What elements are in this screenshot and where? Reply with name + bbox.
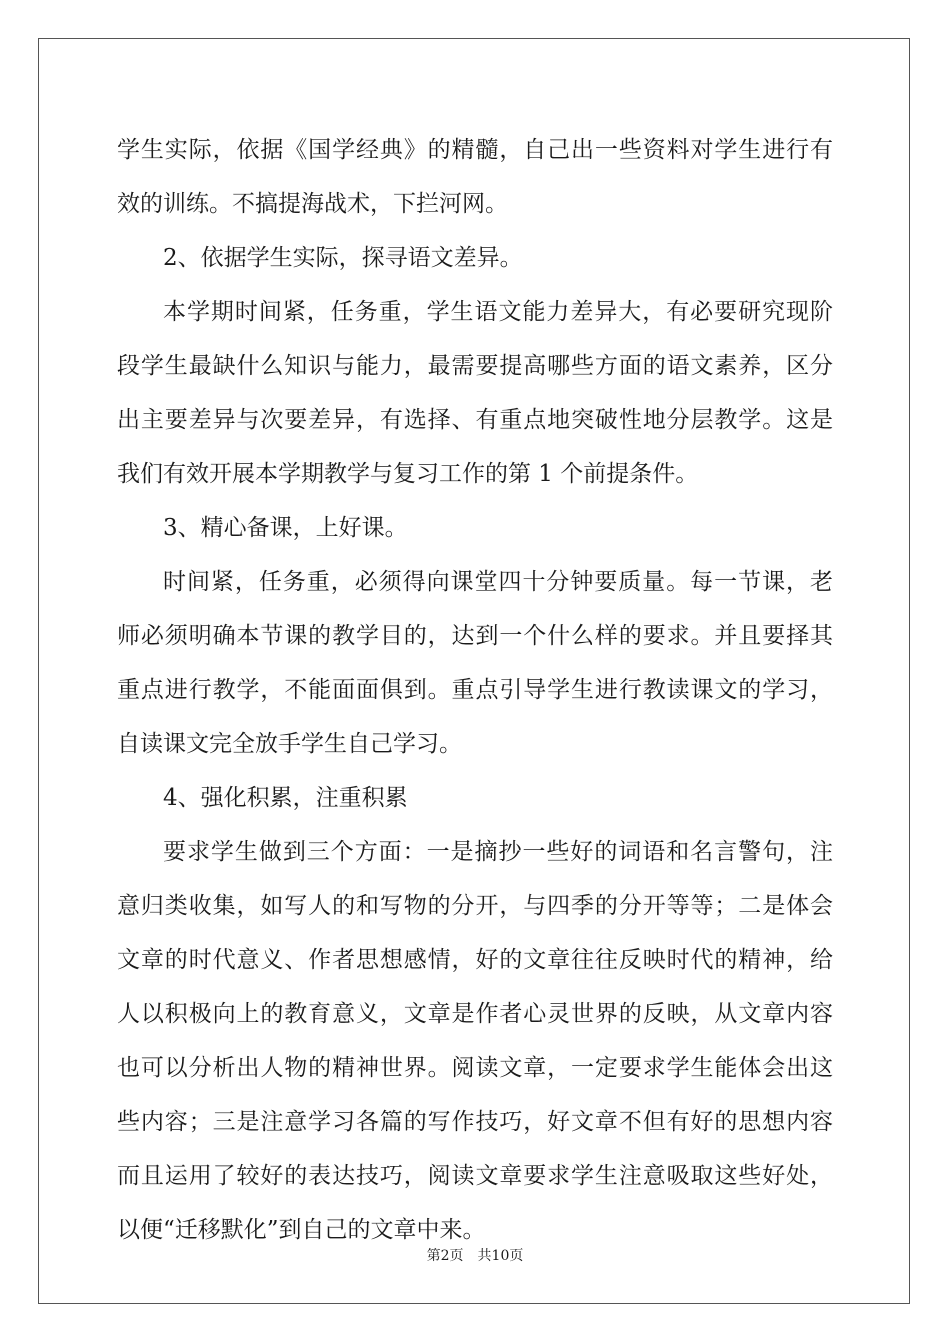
- text-line: 学生实际，依据《国学经典》的精髓，自己出一些资料对学生进行有: [117, 137, 833, 163]
- page-number: 第2页: [426, 1248, 464, 1264]
- text-line: 我们有效开展本学期教学与复习工作的第 1 个前提条件。: [117, 461, 699, 487]
- text-line: 要求学生做到三个方面：一是摘抄一些好的词语和名言警句，注: [163, 839, 833, 865]
- text-line: 些内容；三是注意学习各篇的写作技巧，好文章不但有好的思想内容: [117, 1109, 833, 1135]
- text-line: 4、强化积累，注重积累: [163, 785, 408, 811]
- page-footer: [0, 1246, 950, 1266]
- text-line: 意归类收集，如写人的和写物的分开，与四季的分开等等；二是体会: [117, 893, 833, 919]
- text-line: 人以积极向上的教育意义，文章是作者心灵世界的反映，从文章内容: [117, 1001, 833, 1027]
- text-line: 2、依据学生实际，探寻语文差异。: [163, 245, 523, 271]
- text-line: 以便“迁移默化”到自己的文章中来。: [117, 1217, 486, 1243]
- text-line: 时间紧，任务重，必须得向课堂四十分钟要质量。每一节课，老: [163, 569, 833, 595]
- text-line: 段学生最缺什么知识与能力，最需要提高哪些方面的语文素养，区分: [117, 353, 833, 379]
- text-line: 自读课文完全放手学生自己学习。: [117, 731, 462, 757]
- text-line: 本学期时间紧，任务重，学生语文能力差异大，有必要研究现阶: [163, 299, 833, 325]
- document-body: [117, 128, 833, 1262]
- text-line: 3、精心备课，上好课。: [163, 515, 408, 541]
- text-line: 而且运用了较好的表达技巧，阅读文章要求学生注意吸取这些好处，: [117, 1163, 833, 1189]
- text-line: 也可以分析出人物的精神世界。阅读文章，一定要求学生能体会出这: [117, 1055, 833, 1081]
- page-total: 共10页: [477, 1248, 524, 1264]
- text-line: 出主要差异与次要差异，有选择、有重点地突破性地分层教学。这是: [117, 407, 833, 433]
- text-line: 重点进行教学，不能面面俱到。重点引导学生进行教读课文的学习，: [117, 677, 833, 703]
- text-line: 文章的时代意义、作者思想感情，好的文章往往反映时代的精神，给: [117, 947, 833, 973]
- text-line: 效的训练。不搞提海战术，下拦河网。: [117, 191, 508, 217]
- text-line: 师必须明确本节课的教学目的，达到一个什么样的要求。并且要择其: [117, 623, 833, 649]
